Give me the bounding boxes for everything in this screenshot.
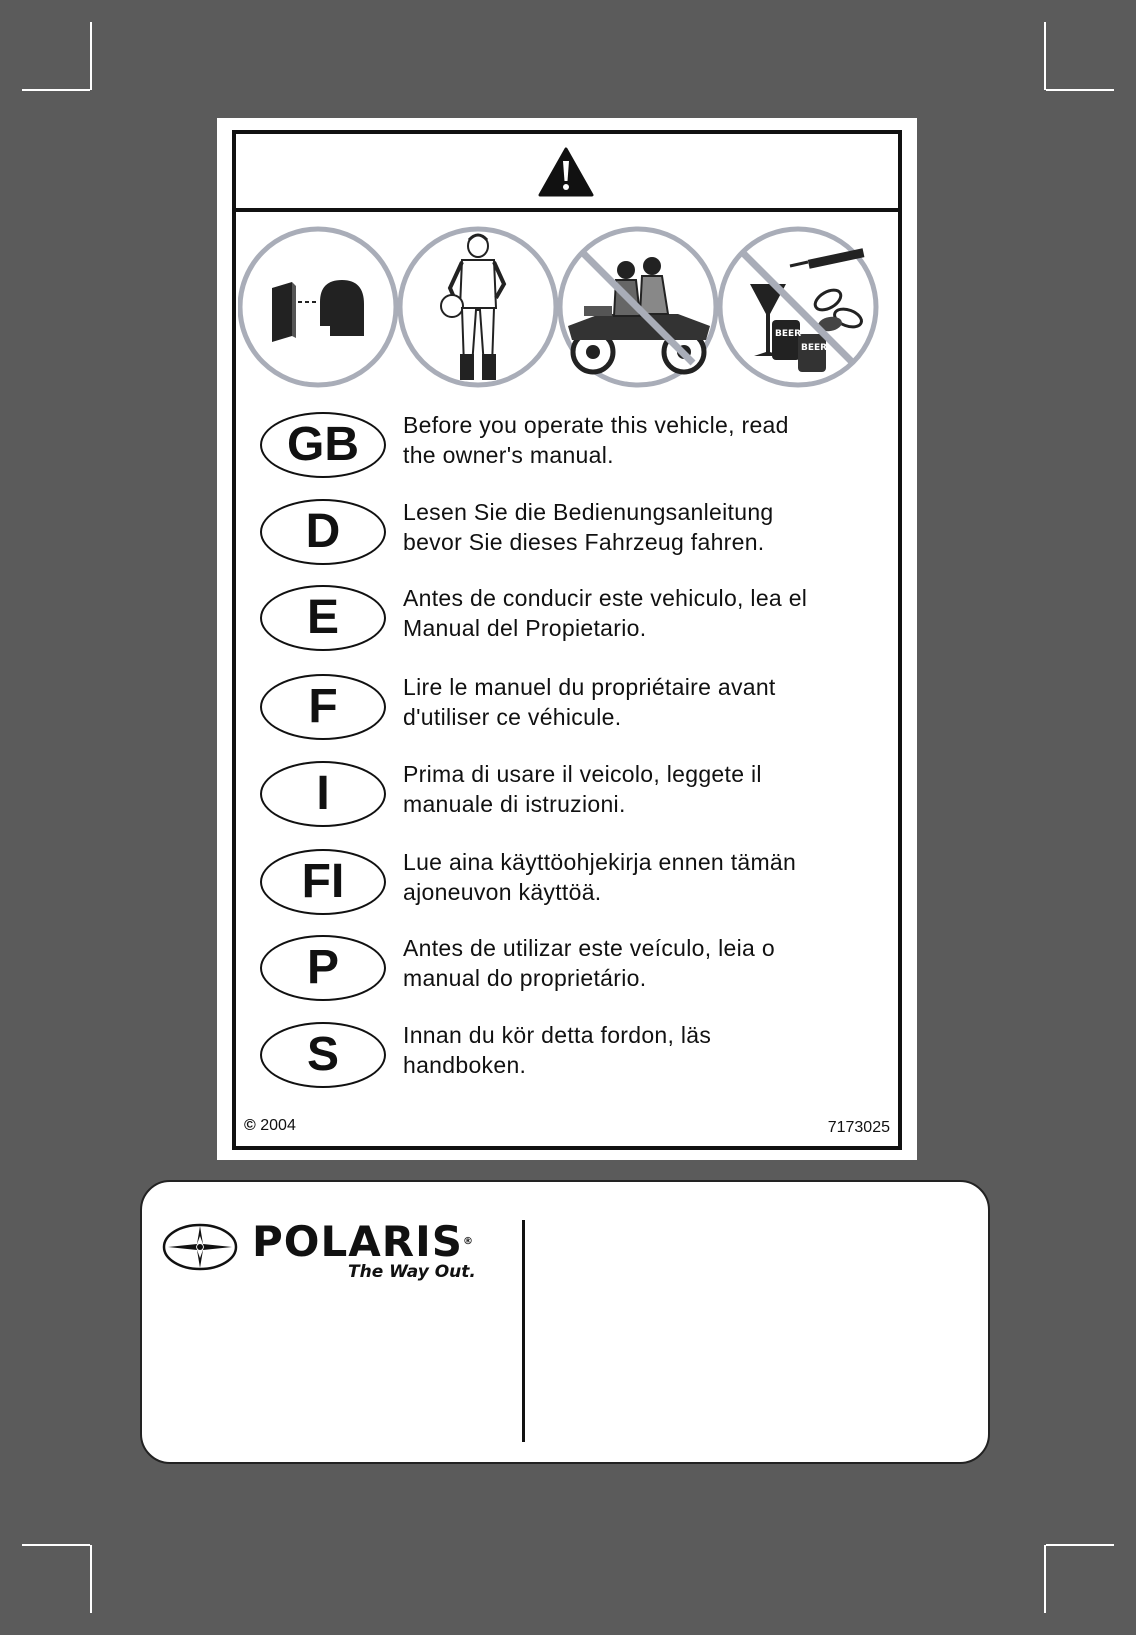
language-instruction — [403, 410, 883, 470]
crop-mark-bl-h — [22, 1544, 90, 1546]
language-code-badge: GB — [260, 412, 386, 478]
language-row — [236, 925, 898, 1005]
language-code-badge: S — [260, 1022, 386, 1088]
crop-mark-tl-h — [22, 89, 90, 91]
language-row — [236, 664, 898, 744]
label-header — [236, 134, 898, 212]
part-number: 7173025 — [827, 1119, 890, 1136]
instruction-line: d'utiliser ce véhicule. — [403, 704, 622, 730]
svg-text:BEER: BEER — [801, 343, 828, 353]
language-code-badge: F — [260, 674, 386, 740]
protective-gear-icon — [400, 229, 556, 385]
language-code-badge: P — [260, 935, 386, 1001]
instruction-line: manual do proprietário. — [403, 965, 647, 991]
safety-pictograms — [238, 226, 896, 392]
instruction-line: Lesen Sie die Bedienungsanleitung — [403, 499, 774, 525]
crop-mark-tr-v — [1044, 22, 1046, 90]
language-row — [236, 489, 898, 569]
crop-mark-br-h — [1046, 1544, 1114, 1546]
crop-mark-tl-v — [90, 22, 92, 90]
brand-name — [252, 1218, 474, 1266]
instruction-line: manuale di istruzioni. — [403, 791, 626, 817]
language-row — [236, 1012, 898, 1092]
instruction-line: Before you operate this vehicle, read — [403, 412, 789, 438]
warning-triangle-icon — [538, 147, 594, 197]
warning-label — [217, 118, 917, 1160]
instruction-line: handboken. — [403, 1052, 527, 1078]
language-code-badge: E — [260, 585, 386, 651]
svg-text:BEER: BEER — [775, 329, 802, 339]
brand-wordmark: POLARIS — [252, 1217, 463, 1266]
read-manual-icon — [240, 229, 396, 385]
registered-mark: ® — [462, 1236, 474, 1247]
language-code-badge: I — [260, 761, 386, 827]
instruction-line: Prima di usare il veicolo, leggete il — [403, 761, 762, 787]
no-drugs-alcohol-icon — [720, 229, 876, 385]
copyright — [244, 1117, 296, 1135]
instruction-line: bevor Sie dieses Fahrzeug fahren. — [403, 529, 765, 555]
language-instruction — [403, 933, 883, 993]
brand-tagline: The Way Out. — [348, 1262, 476, 1282]
crop-mark-tr-h — [1046, 89, 1114, 91]
no-passenger-icon — [560, 229, 716, 385]
language-code-badge: D — [260, 499, 386, 565]
copyright-symbol: © — [244, 1117, 256, 1134]
language-instruction — [403, 583, 883, 643]
language-code-badge: FI — [260, 849, 386, 915]
label-frame — [232, 130, 902, 1150]
instruction-line: ajoneuvon käyttöä. — [403, 879, 602, 905]
language-row — [236, 751, 898, 831]
language-instruction — [403, 847, 883, 907]
language-instruction — [403, 497, 883, 557]
instruction-line: Antes de utilizar este veículo, leia o — [403, 935, 775, 961]
polaris-star-icon — [162, 1222, 238, 1272]
language-row — [236, 575, 898, 655]
card-divider — [522, 1220, 525, 1442]
instruction-line: the owner's manual. — [403, 442, 614, 468]
copyright-year: 2004 — [260, 1117, 296, 1134]
language-instruction — [403, 1020, 883, 1080]
instruction-line: Lire le manuel du propriétaire avant — [403, 674, 776, 700]
crop-mark-br-v — [1044, 1545, 1046, 1613]
language-instruction — [403, 672, 883, 732]
language-row — [236, 402, 898, 482]
crop-mark-bl-v — [90, 1545, 92, 1613]
instruction-line: Manual del Propietario. — [403, 615, 647, 641]
instruction-line: Antes de conducir este vehiculo, lea el — [403, 585, 808, 611]
brand-card — [140, 1180, 990, 1464]
language-instruction — [403, 759, 883, 819]
instruction-line: Lue aina käyttöohjekirja ennen tämän — [403, 849, 797, 875]
instruction-line: Innan du kör detta fordon, läs — [403, 1022, 712, 1048]
language-row — [236, 839, 898, 919]
